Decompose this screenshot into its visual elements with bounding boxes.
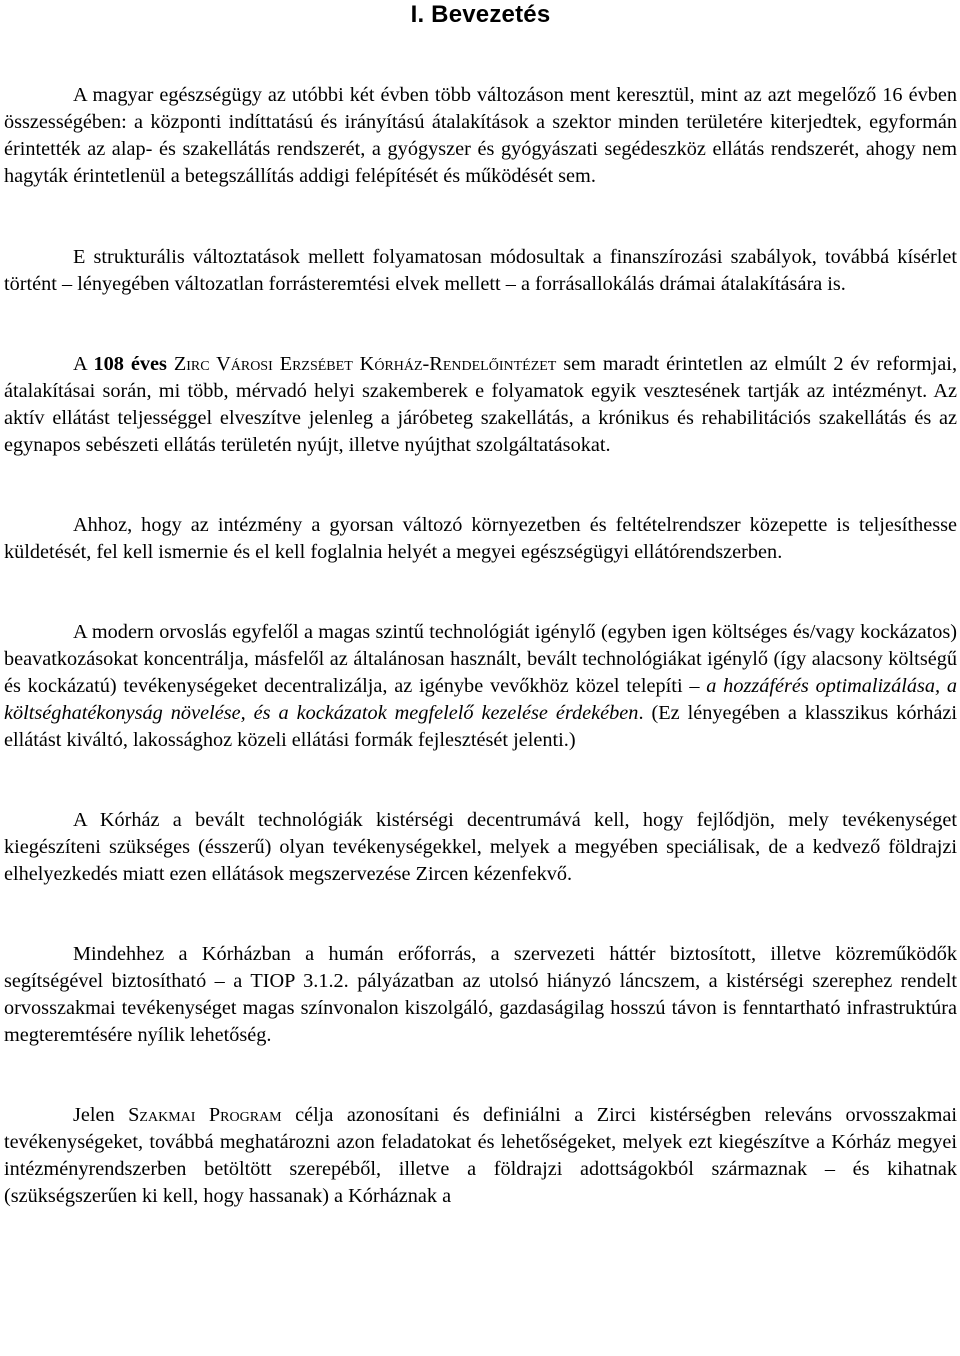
page-title: I. Bevezetés bbox=[410, 1, 551, 28]
paragraph-mission: Ahhoz, hogy az intézmény a gyorsan változó környezetben és feltételrendszer közepette is teljesíthesse küldetését, fel kell ismernie és el kell foglalnia helyét a megyei egészségügyi ellátórendszerben. bbox=[4, 514, 957, 563]
text-run: célja azonosítani és definiálni a Zirci kistérségben releváns orvosszakmai tevékenységeket, továbbá meghatározni azon feladatokat és lehetőségeket, melyek ezt kiegészítve a Kórház megyei intézményrendszerben betöltött szerepéből, illetve a földrajzi adottságokból származnak – és kihatnak (szükségszerűen ki kell, hogy hassanak) a Kórháznak a bbox=[4, 1104, 958, 1207]
hospital-age: 108 éves bbox=[93, 353, 167, 375]
text-run: sem maradt érintetlen az elmúlt 2 év reformjai, átalakításai során, mi több, mérvadó helyi szakemberek e folyamatok egyik vesztesének tartják az intézményt. Az aktív ellátást teljességgel elveszítve jelenleg a járóbeteg szakellátás, a krónikus és rehabilitációs szakellátás és az egynapos sebészeti ellátás területén nyújt, illetve nyújthat szolgáltatásokat. bbox=[4, 353, 958, 456]
text-run: . (Ez lényegében a klasszikus kórházi ellátást kiváltó, lakossághoz közeli ellátási formák fejlesztését jelenti.) bbox=[4, 702, 958, 751]
paragraph-resources: Mindehhez a Kórházban a humán erőforrás, a szervezeti háttér biztosított, illetve közreműködők segítségével biztosítható – a TIOP 3.1.2. pályázatban az utolsó hiányzó láncszem, a kistérségi szerephez rendelt orvosszakmai tevékenységet magas színvonalon kiszolgáló, gazdaságilag hosszú távon is fenntartható infrastruktúra megteremtésére nyílik lehetőség. bbox=[4, 943, 957, 1046]
paragraph-decentrum: A Kórház a bevált technológiák kistérségi decentrumává kell, hogy fejlődjön, mely tevékenységet kiegészíteni szükséges (ésszerű) olyan tevékenységekkel, melyek a megyében speciálisak, de a kedvező földrajzi elhelyezkedés miatt ezen ellátások megszervezése Zircen kézenfekvő. bbox=[4, 809, 957, 885]
paragraph-financing: E strukturális változtatások mellett folyamatosan módosultak a finanszírozási szabályok, továbbá kísérlet történt – lényegében változatlan forrásteremtési elvek mellett – a forrásallokálás drámai átalakítására is. bbox=[4, 246, 957, 295]
italic-emphasis: a hozzáférés optimalizálása, a költséghatékonyság növelése, és a kockázatok megfelelő kezelése érdekében bbox=[4, 675, 957, 724]
text-run bbox=[167, 353, 174, 375]
paragraph-program-goal bbox=[4, 1102, 957, 1210]
text-run: Jelen bbox=[73, 1104, 129, 1126]
program-name: Szakmai Program bbox=[128, 1104, 282, 1126]
text-run: A bbox=[73, 353, 94, 375]
paragraph-hospital bbox=[4, 351, 957, 459]
paragraph-modern-medicine bbox=[4, 619, 957, 754]
paragraph-intro: A magyar egészségügy az utóbbi két évben több változáson ment keresztül, mint az azt megelőző 16 évben összességében: a központi indíttatású és irányítású átalakítások a szektor minden területére kiterjedtek, egyformán érintették az alap- és szakellátás rendszerét, a gyógyszer és gyógyászati segédeszköz ellátás rendszerét, ahogy nem hagyták érintetlenül a betegszállítás addigi felépítését és működését sem. bbox=[4, 84, 957, 187]
hospital-name: Zirc Városi Erzsébet Kórház-Rendelőintézet bbox=[173, 353, 557, 375]
text-run: A modern orvoslás egyfelől a magas szintű technológiát igénylő (egyben igen költséges és/vagy kockázatos) beavatkozásokat koncentrálja, másfelől az általánosan használt, bevált technológiákat igénylő (így alacsony költségű és kockázatú) tevékenységeket decentralizálja, az igénybe vevőkhöz közel telepíti – bbox=[4, 621, 957, 697]
